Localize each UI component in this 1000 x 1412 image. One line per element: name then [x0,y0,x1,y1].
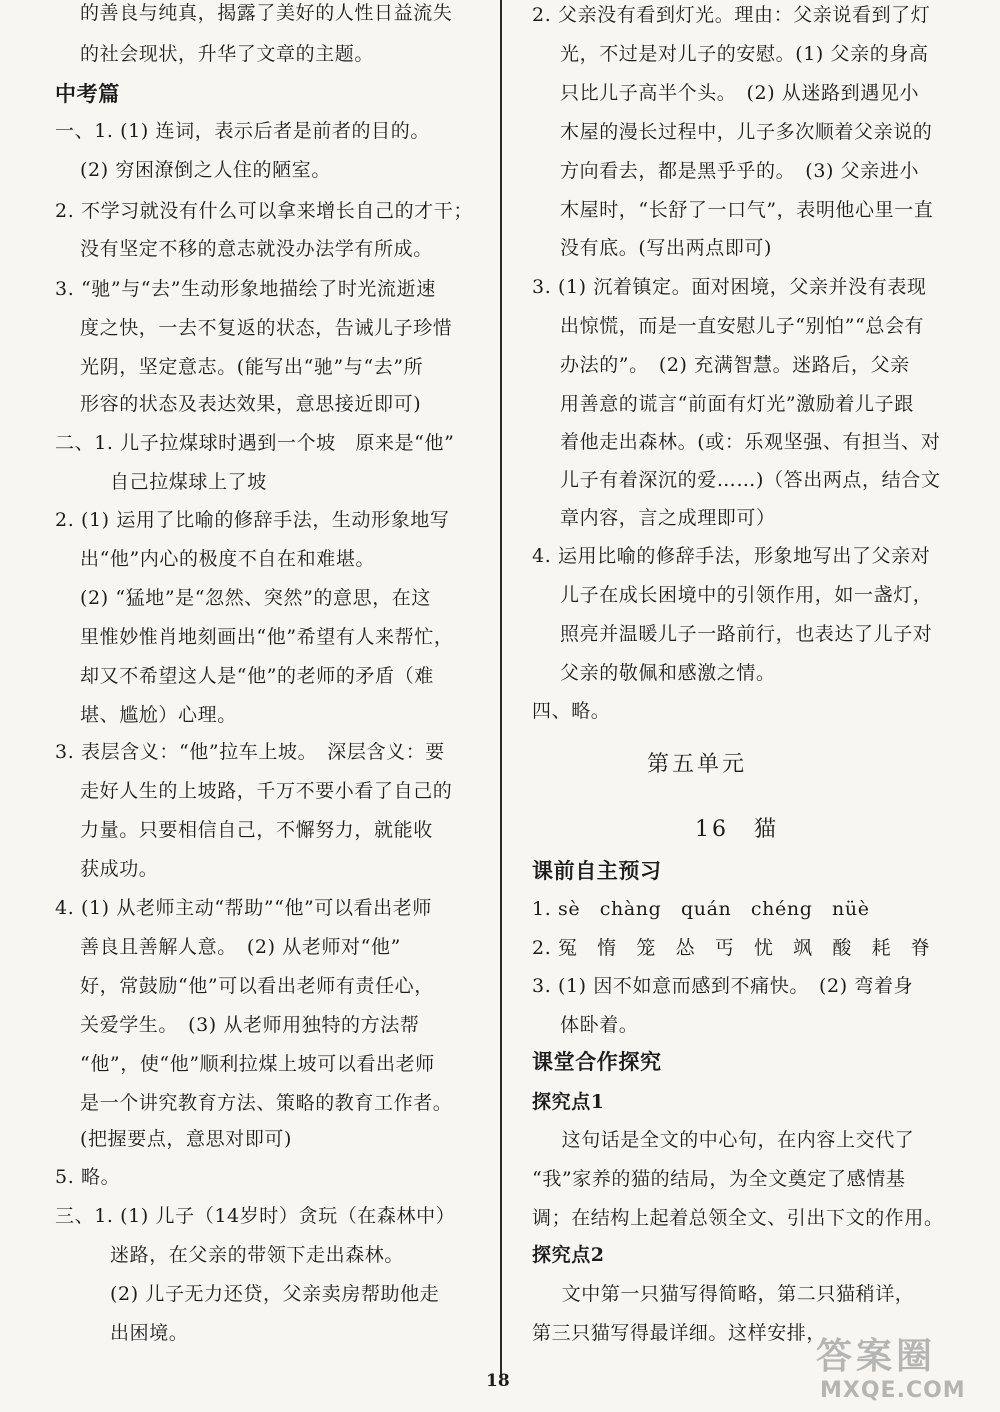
text-line: 光，不过是对儿子的安慰。(1) 父亲的身高 [560,43,929,65]
text-line: 父亲的敬佩和感激之情。 [560,662,776,684]
text-line: 照亮并温暖儿子一路前行，也表达了儿子对 [560,623,933,645]
text-line: 的社会现状，升华了文章的主题。 [80,43,375,65]
text-line: 3. (1) 因不如意而感到不痛快。 (2) 弯着身 [532,975,914,997]
watermark-url: MXQE.COM [820,1378,966,1403]
text-line: “我”家养的猫的结局，为全文奠定了感情基 [532,1168,906,1190]
text-line: (把握要点，意思对即可) [80,1128,293,1150]
text-line: 木屋时，“长舒了一口气”，表明他心里一直 [560,199,934,221]
text-line: (2) 穷困潦倒之人住的陋室。 [80,159,331,181]
text-line: 体卧着。 [560,1014,639,1036]
text-line: 形容的状态及表达效果，意思接近即可) [80,393,422,415]
text-line: 5. 略。 [55,1166,121,1188]
text-line: 堪、尴尬）心理。 [80,704,237,726]
text-line: 三、1. (1) 儿子（14岁时）贪玩（在森林中） [55,1205,456,1227]
text-line: 这句话是全文的中心句，在内容上交代了 [542,1129,915,1151]
text-line: (2) 儿子无力还贷，父亲卖房帮助他走 [110,1283,440,1305]
text-line: 2. (1) 运用了比喻的修辞手法，生动形象地写 [55,509,450,531]
section-heading-zhongkao: 中考篇 [55,81,120,106]
page-number: 18 [486,1371,510,1391]
text-line: 只比儿子高半个头。 (2) 从迷路到遇见小 [560,82,920,104]
text-line: 好，常鼓励“他”可以看出老师有责任心， [80,975,434,997]
text-line: 光阴，坚定意志。(能写出“驰”与“去”所 [80,356,424,378]
text-line: 没有底。(写出两点即可) [560,237,773,259]
section-heading-preview: 课前自主预习 [532,858,662,883]
text-line: 二、1. 儿子拉煤球时遇到一个坡 原来是“他” [55,432,455,454]
text-line: 章内容，言之成理即可） [560,507,776,529]
column-divider [500,0,502,1375]
text-line: 木屋的漫长过程中，儿子多次顺着父亲说的 [560,121,933,143]
text-line: 度之快，一去不复返的状态，告诫儿子珍惜 [80,317,453,339]
watermark-logo-text: 答案圈 [816,1336,937,1377]
text-line: 四、略。 [532,700,611,722]
subheading-point-1: 探究点1 [532,1091,605,1113]
watermark-logo [816,1328,996,1412]
text-line: 2. 冤 惰 笼 怂 丐 忧 飒 酸 耗 脊 [532,937,931,959]
text-line: “他”，使“他”顺利拉煤上坡可以看出老师 [80,1053,435,1075]
text-line: 办法的”。 (2) 充满智慧。迷路后，父亲 [560,354,910,376]
text-line: 力量。只要相信自己，不懈努力，就能收 [80,819,433,841]
text-line: 3. (1) 沉着镇定。面对困境，父亲并没有表现 [532,276,927,298]
text-line: 是一个讲究教育方法、策略的教育工作者。 [80,1092,453,1114]
text-line: 1. sè chàng quán chéng nüè [532,898,870,920]
text-line: 获成功。 [80,858,159,880]
text-line: 2. 不学习就没有什么可以拿来增长自己的才干； [55,200,473,222]
text-line: 第三只猫写得最详细。这样安排， [532,1322,827,1344]
text-line: 用善意的谎言“前面有灯光”激励着儿子跟 [560,393,914,415]
text-line: 善良且善解人意。 (2) 从老师对“他” [80,936,401,958]
text-line: 2. 父亲没有看到灯光。理由：父亲说看到了灯 [532,4,931,26]
text-line: 出困境。 [110,1322,189,1344]
text-line: 自己拉煤球上了坡 [110,471,267,493]
text-line: 4. (1) 从老师主动“帮助”“他”可以看出老师 [55,897,432,919]
text-line: 里惟妙惟肖地刻画出“他”希望有人来帮忙， [80,626,454,648]
text-line: 3. “驰”与“去”生动形象地描绘了时光流逝速 [55,278,436,300]
text-line: 方向看去，都是黑乎乎的。 (3) 父亲进小 [560,160,920,182]
text-line: (2) “猛地”是“忽然、突然”的意思，在这 [80,587,432,609]
text-line: 迷路，在父亲的带领下走出森林。 [110,1244,405,1266]
text-line: 没有坚定不移的意志就没办法学有所成。 [80,238,433,260]
text-line: 调；在结构上起着总领全文、引出下文的作用。 [532,1207,944,1229]
text-line: 儿子有着深沉的爱……)（答出两点，结合文 [560,469,941,491]
text-line: 走好人生的上坡路，千万不要小看了自己的 [80,780,453,802]
text-line: 却又不希望这人是“他”的老师的矛盾（难 [80,665,434,687]
text-line: 3. 表层含义：“他”拉车上坡。 深层含义：要 [55,741,445,763]
text-line: 出“他”内心的极度不自在和难堪。 [80,548,376,570]
text-line: 的善良与纯真，揭露了美好的人性日益流失 [80,2,453,24]
unit-title: 第五单元 [647,752,748,777]
lesson-title: 16 猫 [695,817,779,842]
text-line: 着他走出森林。(或：乐观坚强、有担当、对 [560,431,941,453]
text-line: 文中第一只猫写得简略，第二只猫稍详， [542,1283,915,1305]
text-line: 关爱学生。 (3) 从老师用独特的方法帮 [80,1014,420,1036]
text-line: 4. 运用比喻的修辞手法，形象地写出了父亲对 [532,545,931,567]
text-line: 一、1. (1) 连词，表示后者是前者的目的。 [55,120,430,142]
subheading-point-2: 探究点2 [532,1244,605,1266]
text-line: 出惊慌，而是一直安慰儿子“别怕”“总会有 [560,315,925,337]
text-line: 儿子在成长困境中的引领作用，如一盏灯， [560,584,933,606]
section-heading-explore: 课堂合作探究 [532,1049,662,1074]
